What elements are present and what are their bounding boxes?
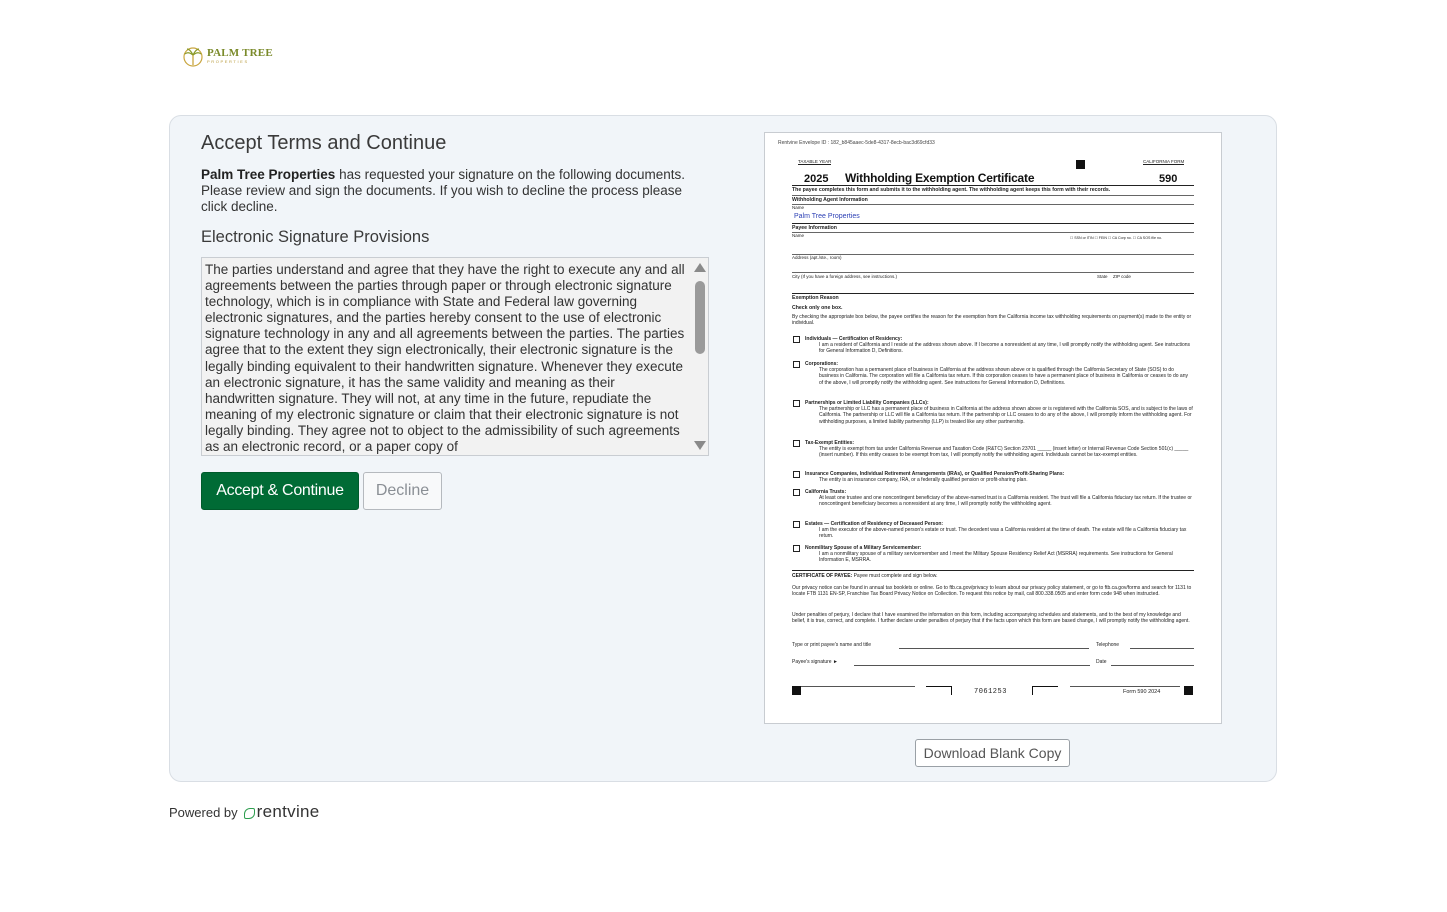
scroll-down-arrow-icon[interactable] [694, 441, 706, 450]
powered-by-label: Powered by [169, 804, 238, 820]
intro-text [201, 167, 711, 215]
exemption-checkbox [793, 545, 800, 552]
company-logo [182, 45, 273, 67]
intro-rest: has requested your signature on the following documents. Please review and sign the documents. If you wish to decline the process please click decline. [201, 167, 686, 214]
exemption-option: Estates — Certification of Residency of Deceased Person: I am the executor of the above-named person's estate or trust. The decedent was a California resident at the time of death. The estate will file a California fiduciary tax return. [805, 521, 1187, 540]
perjury-text: Under penalties of perjury, I declare that I have examined the information on this form, including accompanying schedules and statements, and to the best of my knowledge and belief, it is true, correct, and complete. I further declare under penalties of perjury that if the facts upon which this form are based change, I will promptly notify the withholding agent. [792, 612, 1190, 625]
registration-mark [1076, 160, 1085, 169]
city-label: City (If you have a foreign address, see instructions.) [792, 274, 898, 279]
payee-name-label: Name [792, 233, 805, 238]
exemption-checkbox [793, 336, 800, 343]
form-year: 2025 [804, 173, 829, 185]
form-footer: Form 590 2024 [1123, 689, 1161, 695]
taxable-year-label: TAXABLE YEAR [798, 159, 832, 164]
form-title: Withholding Exemption Certificate [845, 171, 1035, 185]
divider [792, 195, 1194, 196]
scroll-up-arrow-icon[interactable] [694, 263, 706, 272]
form-instruction: The payee completes this form and submits it to the withholding agent. The withholding agent keeps this form with their records. [792, 187, 1111, 193]
registration-mark [792, 686, 801, 695]
exemption-intro: By checking the appropriate box below, the payee certifies the reason for the exemption from the California income tax withholding requirements on payment(s) made to the entity or individual. [792, 314, 1192, 327]
exemption-option: Insurance Companies, Individual Retirement Arrangements (IRAs), or Qualified Pension/Profit-Sharing Plans: The entity is an insurance company, IRA, or a federally qualified pension or profit-sharing plan. [805, 471, 1065, 484]
registration-mark [1184, 686, 1193, 695]
provisions-heading: Electronic Signature Provisions [201, 228, 430, 246]
requester-name: Palm Tree Properties [201, 167, 336, 182]
divider [792, 185, 1194, 186]
payee-info-label: Payee Information [792, 225, 837, 231]
type-name-label: Type or print payee's name and title [792, 642, 872, 648]
state-label: State [1097, 274, 1108, 279]
scrollbar-thumb[interactable] [695, 281, 705, 354]
accept-continue-button[interactable]: Accept & Continue [201, 472, 359, 510]
rentvine-leaf-icon [244, 808, 255, 819]
divider [792, 272, 1194, 273]
decline-button[interactable]: Decline [363, 472, 442, 510]
provisions-scrollbar[interactable] [691, 258, 708, 455]
form-barcode-number: 7061253 [974, 688, 1007, 696]
exemption-option: Tax-Exempt Entities: The entity is exempt from tax under California Revenue and Taxation Code (R&TC) Section 23701 _____ (insert letter) or Internal Revenue Code Section 501(c) _____ (insert number). If this entity ceases to be exempt from tax, I will promptly notify the withholding agent. Individuals cannot be tax-exempt entities. [805, 440, 1189, 459]
exemption-checkbox [793, 471, 800, 478]
divider [792, 223, 1194, 224]
exemption-checkbox [793, 361, 800, 368]
address-label: Address (apt./ste., room) [792, 255, 842, 260]
exemption-reason-label: Exemption Reason [792, 295, 839, 301]
certificate-heading: CERTIFICATE OF PAYEE: Payee must complete and sign below. [792, 573, 938, 579]
exemption-checkbox [793, 489, 800, 496]
agent-name-value: Palm Tree Properties [794, 213, 860, 220]
palm-tree-icon [182, 45, 204, 67]
logo-name: PALM TREE [207, 47, 273, 59]
signing-card [169, 115, 1277, 782]
payee-id-options: ☐ SSN or ITIN ☐ FEIN ☐ CA Corp no. ☐ CA SOS file no. [1070, 236, 1162, 240]
exemption-option: Individuals — Certification of Residency: I am a resident of California and I reside at the address shown above. If I become a nonresident at any time, I will promptly notify the withholding agent. See instructions for General Information D, Definitions. [805, 336, 1191, 355]
exemption-option: California Trusts: At least one trustee and one noncontingent beneficiary of the above-named trust is a California resident. The trust will file a California fiduciary tax return. If the trustee or noncontingent beneficiary becomes a nonresident at any time, I will promptly notify the withholding agent. [805, 489, 1192, 508]
name-line [899, 648, 1089, 649]
divider [792, 293, 1194, 294]
rentvine-brand: rentvine [256, 802, 320, 821]
divider [801, 686, 915, 687]
check-only-one: Check only one box. [792, 305, 843, 311]
signature-line [854, 665, 1090, 666]
divider [1070, 686, 1180, 687]
download-blank-copy-button[interactable]: Download Blank Copy [915, 739, 1070, 767]
exemption-checkbox [793, 400, 800, 407]
exemption-option: Corporations: The corporation has a permanent place of business in California at the address shown above or is qualified through the California Secretary of State (SOS) to do business in California. The corporation will file a California tax return. If this corporation ceases to have a permanent place of business in California or ceases to do any of the above, I will promptly notify the withholding agent. See instructions for General Information D, Definitions. [805, 361, 1188, 386]
signature-label: Payee's signature ► [792, 659, 838, 665]
california-form-label: CALIFORNIA FORM [1143, 159, 1185, 164]
exemption-option: Partnerships or Limited Liability Companies (LLCs): The partnership or LLC has a permanent place of business in California at the address shown above or is registered with the California SOS, and is subject to the laws of California. The partnership or LLC will file a California tax return. If the partnership or LLC ceases to do any of the above, I will promptly inform the withholding agent. For withholding purposes, a limited liability partnership (LLP) is treated like any other partnership. [805, 400, 1193, 425]
date-line [1111, 665, 1194, 666]
exemption-checkbox [793, 521, 800, 528]
rentvine-logo[interactable] [244, 802, 320, 822]
telephone-line [1130, 648, 1194, 649]
form-number: 590 [1159, 173, 1178, 185]
exemption-checkbox [793, 440, 800, 447]
document-preview [764, 132, 1222, 724]
envelope-id: Rentvine Envelope ID : 182_b845aaec-5de8-4317-8ecb-bac3d69cfd33 [778, 140, 935, 146]
divider [792, 570, 1194, 571]
agent-name-label: Name [792, 205, 805, 210]
zip-label: ZIP code [1113, 274, 1131, 279]
exemption-option: Nonmilitary Spouse of a Military Servicemember: I am a nonmilitary spouse of a military servicemember and I meet the Military Spouse Residency Relief Act (MSRRA) requirements. See instructions for General Information E, MSRRA. [805, 545, 1173, 564]
provisions-textbox[interactable] [201, 257, 709, 456]
powered-by [169, 802, 320, 822]
corner-mark [1032, 686, 1058, 695]
corner-mark [926, 686, 952, 695]
page-title: Accept Terms and Continue [201, 132, 447, 154]
agent-info-label: Withholding Agent Information [792, 197, 868, 203]
date-label: Date [1096, 659, 1107, 665]
telephone-label: Telephone [1096, 642, 1120, 648]
logo-subtitle: PROPERTIES [207, 59, 249, 64]
provisions-text: The parties understand and agree that they have the right to execute any and all agreements between the parties through paper or through electronic signature technology, which is in compliance with State and Federal law governing electronic signatures, and the parties hereby consent to the use of electronic signature technology in any and all agreements between the parties. The parties agree that to the extent they sign electronically, their electronic signature is the legally binding equivalent to their handwritten signature. Whenever they execute an electronic signature, it has the same validity and meaning as their handwritten signature. They will not, at any time in the future, repudiate the meaning of my electronic signature or claim that their electronic signature is not legally binding. They agree not to object to the admissibility of such agreements as an electronic record, or a paper copy of [205, 262, 685, 455]
privacy-text: Our privacy notice can be found in annual tax booklets or online. Go to ftb.ca.gov/privacy to learn about our privacy policy statement, or go to ftb.ca.gov/forms and search for 1131 to locate FTB 1131 EN-SP, Franchise Tax Board Privacy Notice on Collection. To request this notice by mail, call 800.338.0505 and enter form code 948 when instructed. [792, 585, 1192, 598]
